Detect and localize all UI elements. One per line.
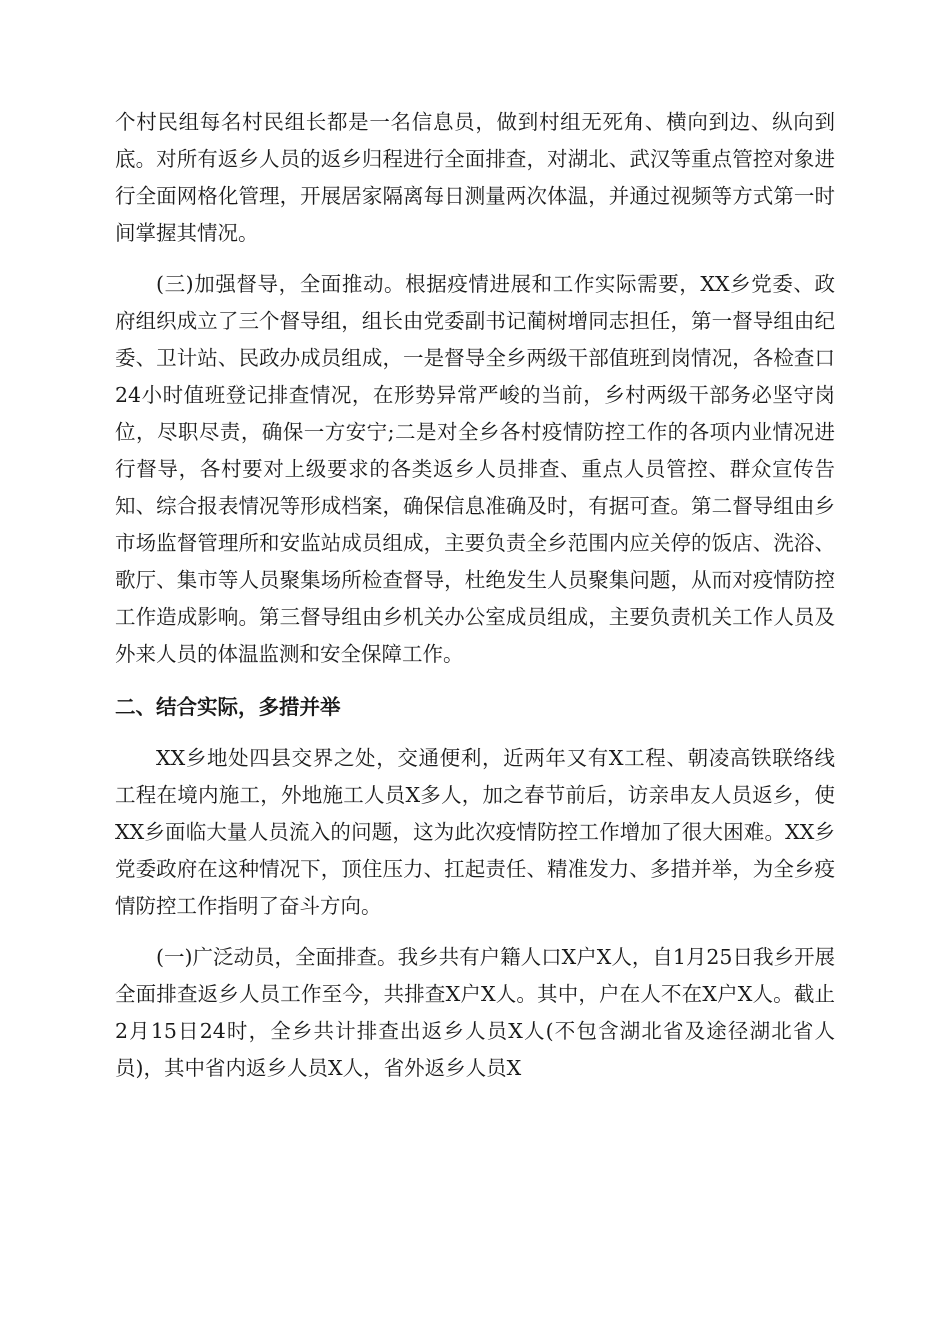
- paragraph-village-monitoring: 个村民组每名村民组长都是一名信息员，做到村组无死角、横向到边、纵向到底。对所有返乡人员的返乡归程进行全面排查，对湖北、武汉等重点管控对象进行全面网格化管理，开展居家隔离每日测量两次体温，并通过视频等方式第一时间掌握其情况。: [115, 110, 835, 245]
- paragraph-mobilization: (一)广泛动员，全面排查。我乡共有户籍人口X户X人，自1月25日我乡开展全面排查返乡人员工作至今，共排查X户X人。其中，户在人不在X户X人。截止2月15日24时，全乡共计排查出返乡人员X人(不包含湖北省及途径湖北省人员)，其中省内返乡人员X人，省外返乡人员X: [115, 945, 835, 1080]
- section-heading-two: 二、结合实际，多措并举: [115, 695, 341, 719]
- paragraph-local-situation: XX乡地处四县交界之处，交通便利，近两年又有X工程、朝凌高铁联络线工程在境内施工，外地施工人员X多人，加之春节前后，访亲串友人员返乡，使XX乡面临大量人员流入的问题，这为此次疫情防控工作增加了很大困难。XX乡党委政府在这种情况下，顶住压力、扛起责任、精准发力、多措并举，为全乡疫情防控工作指明了奋斗方向。: [115, 746, 835, 918]
- document-page: [115, 104, 835, 1087]
- paragraph-supervision: (三)加强督导，全面推动。根据疫情进展和工作实际需要，XX乡党委、政府组织成立了三个督导组，组长由党委副书记蔺树增同志担任，第一督导组由纪委、卫计站、民政办成员组成，一是督导全乡两级干部值班到岗情况，各检查口24小时值班登记排查情况，在形势异常严峻的当前，乡村两级干部务必坚守岗位，尽职尽责，确保一方安宁;二是对全乡各村疫情防控工作的各项内业情况进行督导，各村要对上级要求的各类返乡人员排查、重点人员管控、群众宣传告知、综合报表情况等形成档案，确保信息准确及时，有据可查。第二督导组由乡市场监督管理所和安监站成员组成，主要负责全乡范围内应关停的饭店、洗浴、歌厅、集市等人员聚集场所检查督导，杜绝发生人员聚集问题，从而对疫情防控工作造成影响。第三督导组由乡机关办公室成员组成，主要负责机关工作人员及外来人员的体温监测和安全保障工作。: [115, 272, 835, 666]
